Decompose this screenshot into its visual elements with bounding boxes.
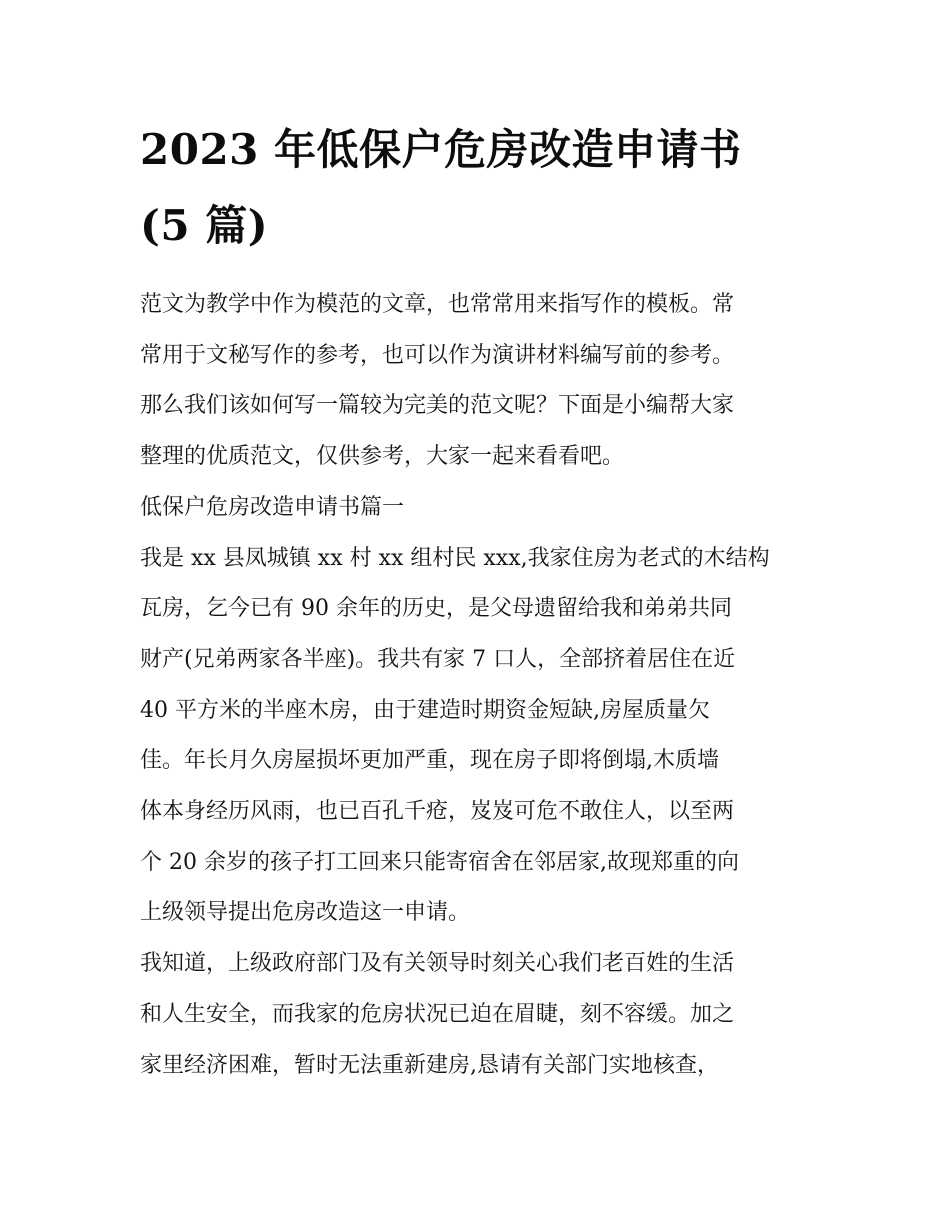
body-paragraph-2	[140, 939, 812, 1091]
intro-line-2: 常用于文秘写作的参考，也可以作为演讲材料编写前的参考。	[140, 342, 735, 368]
intro-line-1: 范文为教学中作为模范的文章，也常常用来指写作的模板。常	[140, 292, 735, 317]
title-line-2: (5 篇)	[140, 201, 269, 250]
document-title	[140, 112, 812, 264]
body2-line-2: 和人生安全，而我家的危房状况已迫在眉睫，刻不容缓。加之	[140, 1001, 735, 1027]
section-heading-text: 低保户危房改造申请书篇一	[140, 494, 405, 520]
body-paragraph-1	[140, 534, 812, 940]
body2-line-1: 我知道，上级政府部门及有关领导时刻关心我们老百姓的生活	[140, 951, 735, 977]
intro-paragraph	[140, 280, 812, 483]
body2-line-3: 家里经济困难，暂时无法重新建房,恳请有关部门实地核查，	[140, 1052, 719, 1078]
body1-line-6: 体本身经历风雨，也已百孔千疮，岌岌可危不敢住人，以至两	[140, 799, 735, 825]
intro-line-4: 整理的优质范文，仅供参考，大家一起来看看吧。	[140, 444, 625, 470]
body1-line-8: 上级领导提出危房改造这一申请。	[140, 900, 471, 926]
body1-line-2: 瓦房，乞今已有 90 余年的历史，是父母遗留给我和弟弟共同	[140, 596, 732, 622]
section-heading	[140, 483, 812, 534]
body1-line-5: 佳。年长月久房屋损坏更加严重，现在房子即将倒塌,木质墙	[140, 748, 719, 774]
body1-line-4: 40 平方米的半座木房，由于建造时期资金短缺,房屋质量欠	[140, 697, 710, 723]
intro-line-3: 那么我们该如何写一篇较为完美的范文呢？下面是小编帮大家	[140, 393, 735, 419]
body1-line-1: 我是 xx 县凤城镇 xx 村 xx 组村民 xxx,我家住房为老式的木结构	[140, 545, 770, 571]
body1-line-7: 个 20 余岁的孩子打工回来只能寄宿舍在邻居家,故现郑重的向	[140, 849, 739, 875]
document-content	[140, 112, 812, 1091]
title-line-1: 2023 年低保户危房改造申请书	[140, 125, 742, 174]
body1-line-3: 财产(兄弟两家各半座)。我共有家 7 口人，全部挤着居住在近	[140, 646, 736, 672]
